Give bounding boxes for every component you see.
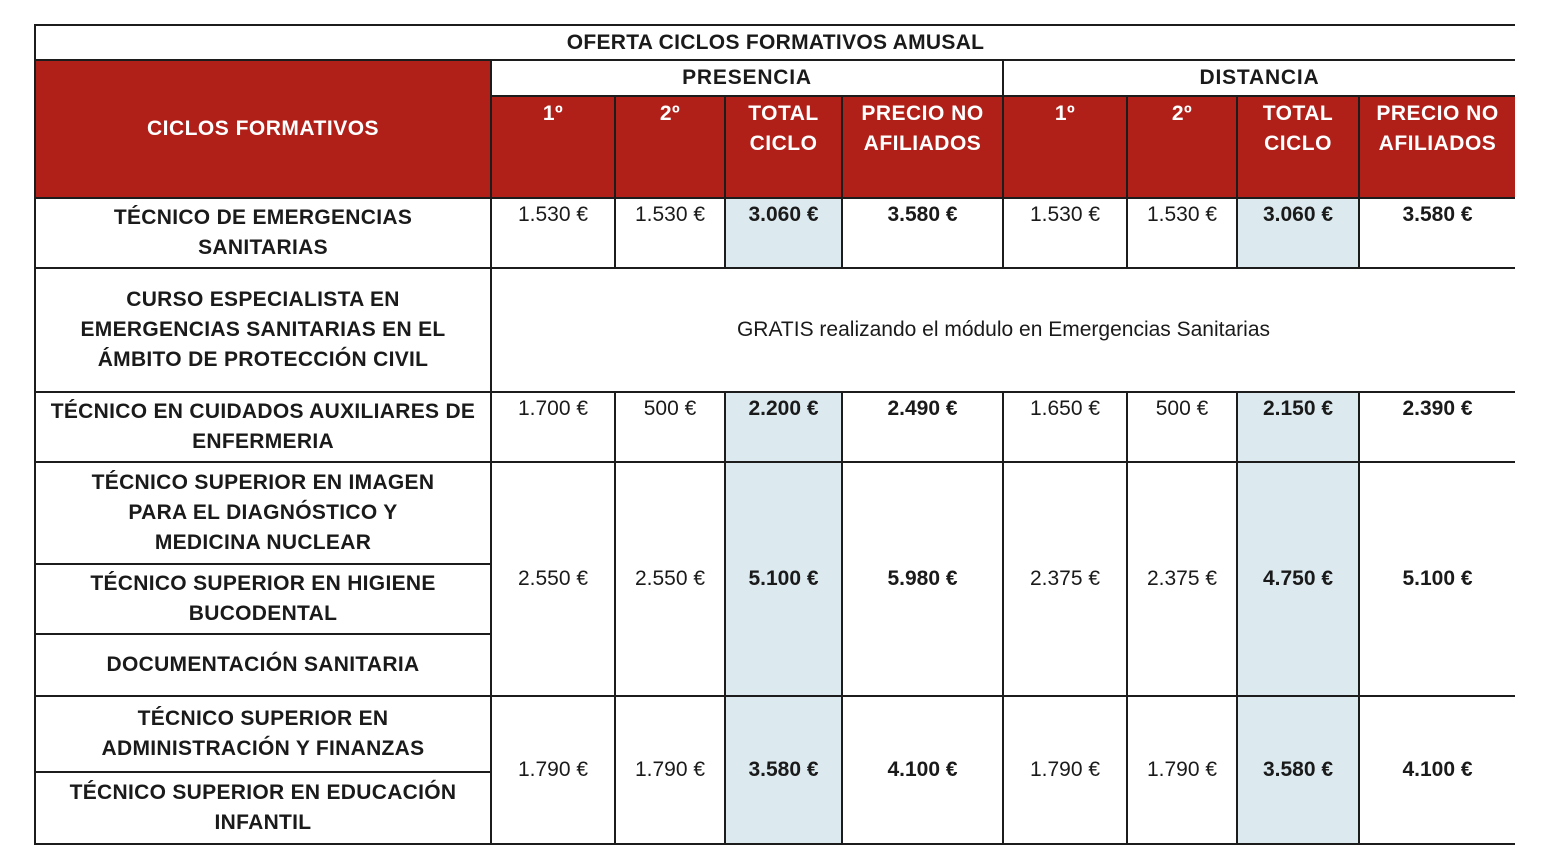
distancia-first-year-header: 1º — [1003, 96, 1127, 199]
table-row — [35, 268, 1515, 392]
presencia-price-header: PRECIO NO AFILIADOS — [842, 96, 1003, 199]
presencia-total-header: TOTAL CICLO — [725, 96, 842, 199]
cycle-name: TÉCNICO SUPERIOR EN HIGIENE BUCODENTAL — [35, 564, 491, 634]
total-cell: 2.150 € — [1237, 392, 1359, 462]
cycle-name: TÉCNICO DE EMERGENCIAS SANITARIAS — [35, 198, 491, 268]
price-cell: 1.790 € — [615, 696, 725, 844]
price-cell: 1.530 € — [615, 198, 725, 268]
non-member-price-cell: 4.100 € — [842, 696, 1003, 844]
non-member-price-cell: 5.100 € — [1359, 462, 1515, 696]
price-cell: 1.790 € — [491, 696, 615, 844]
pricing-table — [34, 24, 1515, 845]
total-cell: 3.580 € — [725, 696, 842, 844]
cycle-name: TÉCNICO SUPERIOR EN IMAGEN PARA EL DIAGNÓSTICO Y MEDICINA NUCLEAR — [35, 462, 491, 564]
presencia-header: PRESENCIA — [491, 60, 1003, 96]
distancia-price-header: PRECIO NO AFILIADOS — [1359, 96, 1515, 199]
table-row — [35, 462, 1515, 564]
price-cell: 500 € — [615, 392, 725, 462]
price-cell: 2.375 € — [1003, 462, 1127, 696]
cycle-name: TÉCNICO SUPERIOR EN EDUCACIÓN INFANTIL — [35, 772, 491, 844]
table-title: OFERTA CICLOS FORMATIVOS AMUSAL — [35, 25, 1515, 60]
total-cell: 5.100 € — [725, 462, 842, 696]
total-cell: 3.580 € — [1237, 696, 1359, 844]
distancia-second-year-header: 2º — [1127, 96, 1237, 199]
price-cell: 1.650 € — [1003, 392, 1127, 462]
cycle-name: TÉCNICO EN CUIDADOS AUXILIARES DE ENFERMERIA — [35, 392, 491, 462]
price-cell: 1.530 € — [1127, 198, 1237, 268]
price-cell: 2.550 € — [491, 462, 615, 696]
price-cell: 500 € — [1127, 392, 1237, 462]
price-cell: 2.375 € — [1127, 462, 1237, 696]
cycles-header: CICLOS FORMATIVOS — [35, 60, 491, 198]
non-member-price-cell: 3.580 € — [1359, 198, 1515, 268]
non-member-price-cell: 4.100 € — [1359, 696, 1515, 844]
total-cell: 3.060 € — [1237, 198, 1359, 268]
non-member-price-cell: 2.490 € — [842, 392, 1003, 462]
total-cell: 3.060 € — [725, 198, 842, 268]
total-cell: 2.200 € — [725, 392, 842, 462]
price-cell: 1.700 € — [491, 392, 615, 462]
table-row — [35, 392, 1515, 462]
presencia-second-year-header: 2º — [615, 96, 725, 199]
cycle-name: TÉCNICO SUPERIOR EN ADMINISTRACIÓN Y FINANZAS — [35, 696, 491, 772]
presencia-first-year-header: 1º — [491, 96, 615, 199]
price-cell: 1.530 € — [491, 198, 615, 268]
price-cell: 2.550 € — [615, 462, 725, 696]
distancia-header: DISTANCIA — [1003, 60, 1515, 96]
price-cell: 1.790 € — [1003, 696, 1127, 844]
non-member-price-cell: 2.390 € — [1359, 392, 1515, 462]
non-member-price-cell: 3.580 € — [842, 198, 1003, 268]
cycle-name: DOCUMENTACIÓN SANITARIA — [35, 634, 491, 696]
price-cell: 1.790 € — [1127, 696, 1237, 844]
distancia-total-header: TOTAL CICLO — [1237, 96, 1359, 199]
cycle-name: CURSO ESPECIALISTA EN EMERGENCIAS SANITARIAS EN EL ÁMBITO DE PROTECCIÓN CIVIL — [35, 268, 491, 392]
table-row — [35, 198, 1515, 268]
free-note: GRATIS realizando el módulo en Emergencias Sanitarias — [491, 268, 1515, 392]
non-member-price-cell: 5.980 € — [842, 462, 1003, 696]
price-cell: 1.530 € — [1003, 198, 1127, 268]
total-cell: 4.750 € — [1237, 462, 1359, 696]
table-row — [35, 696, 1515, 772]
